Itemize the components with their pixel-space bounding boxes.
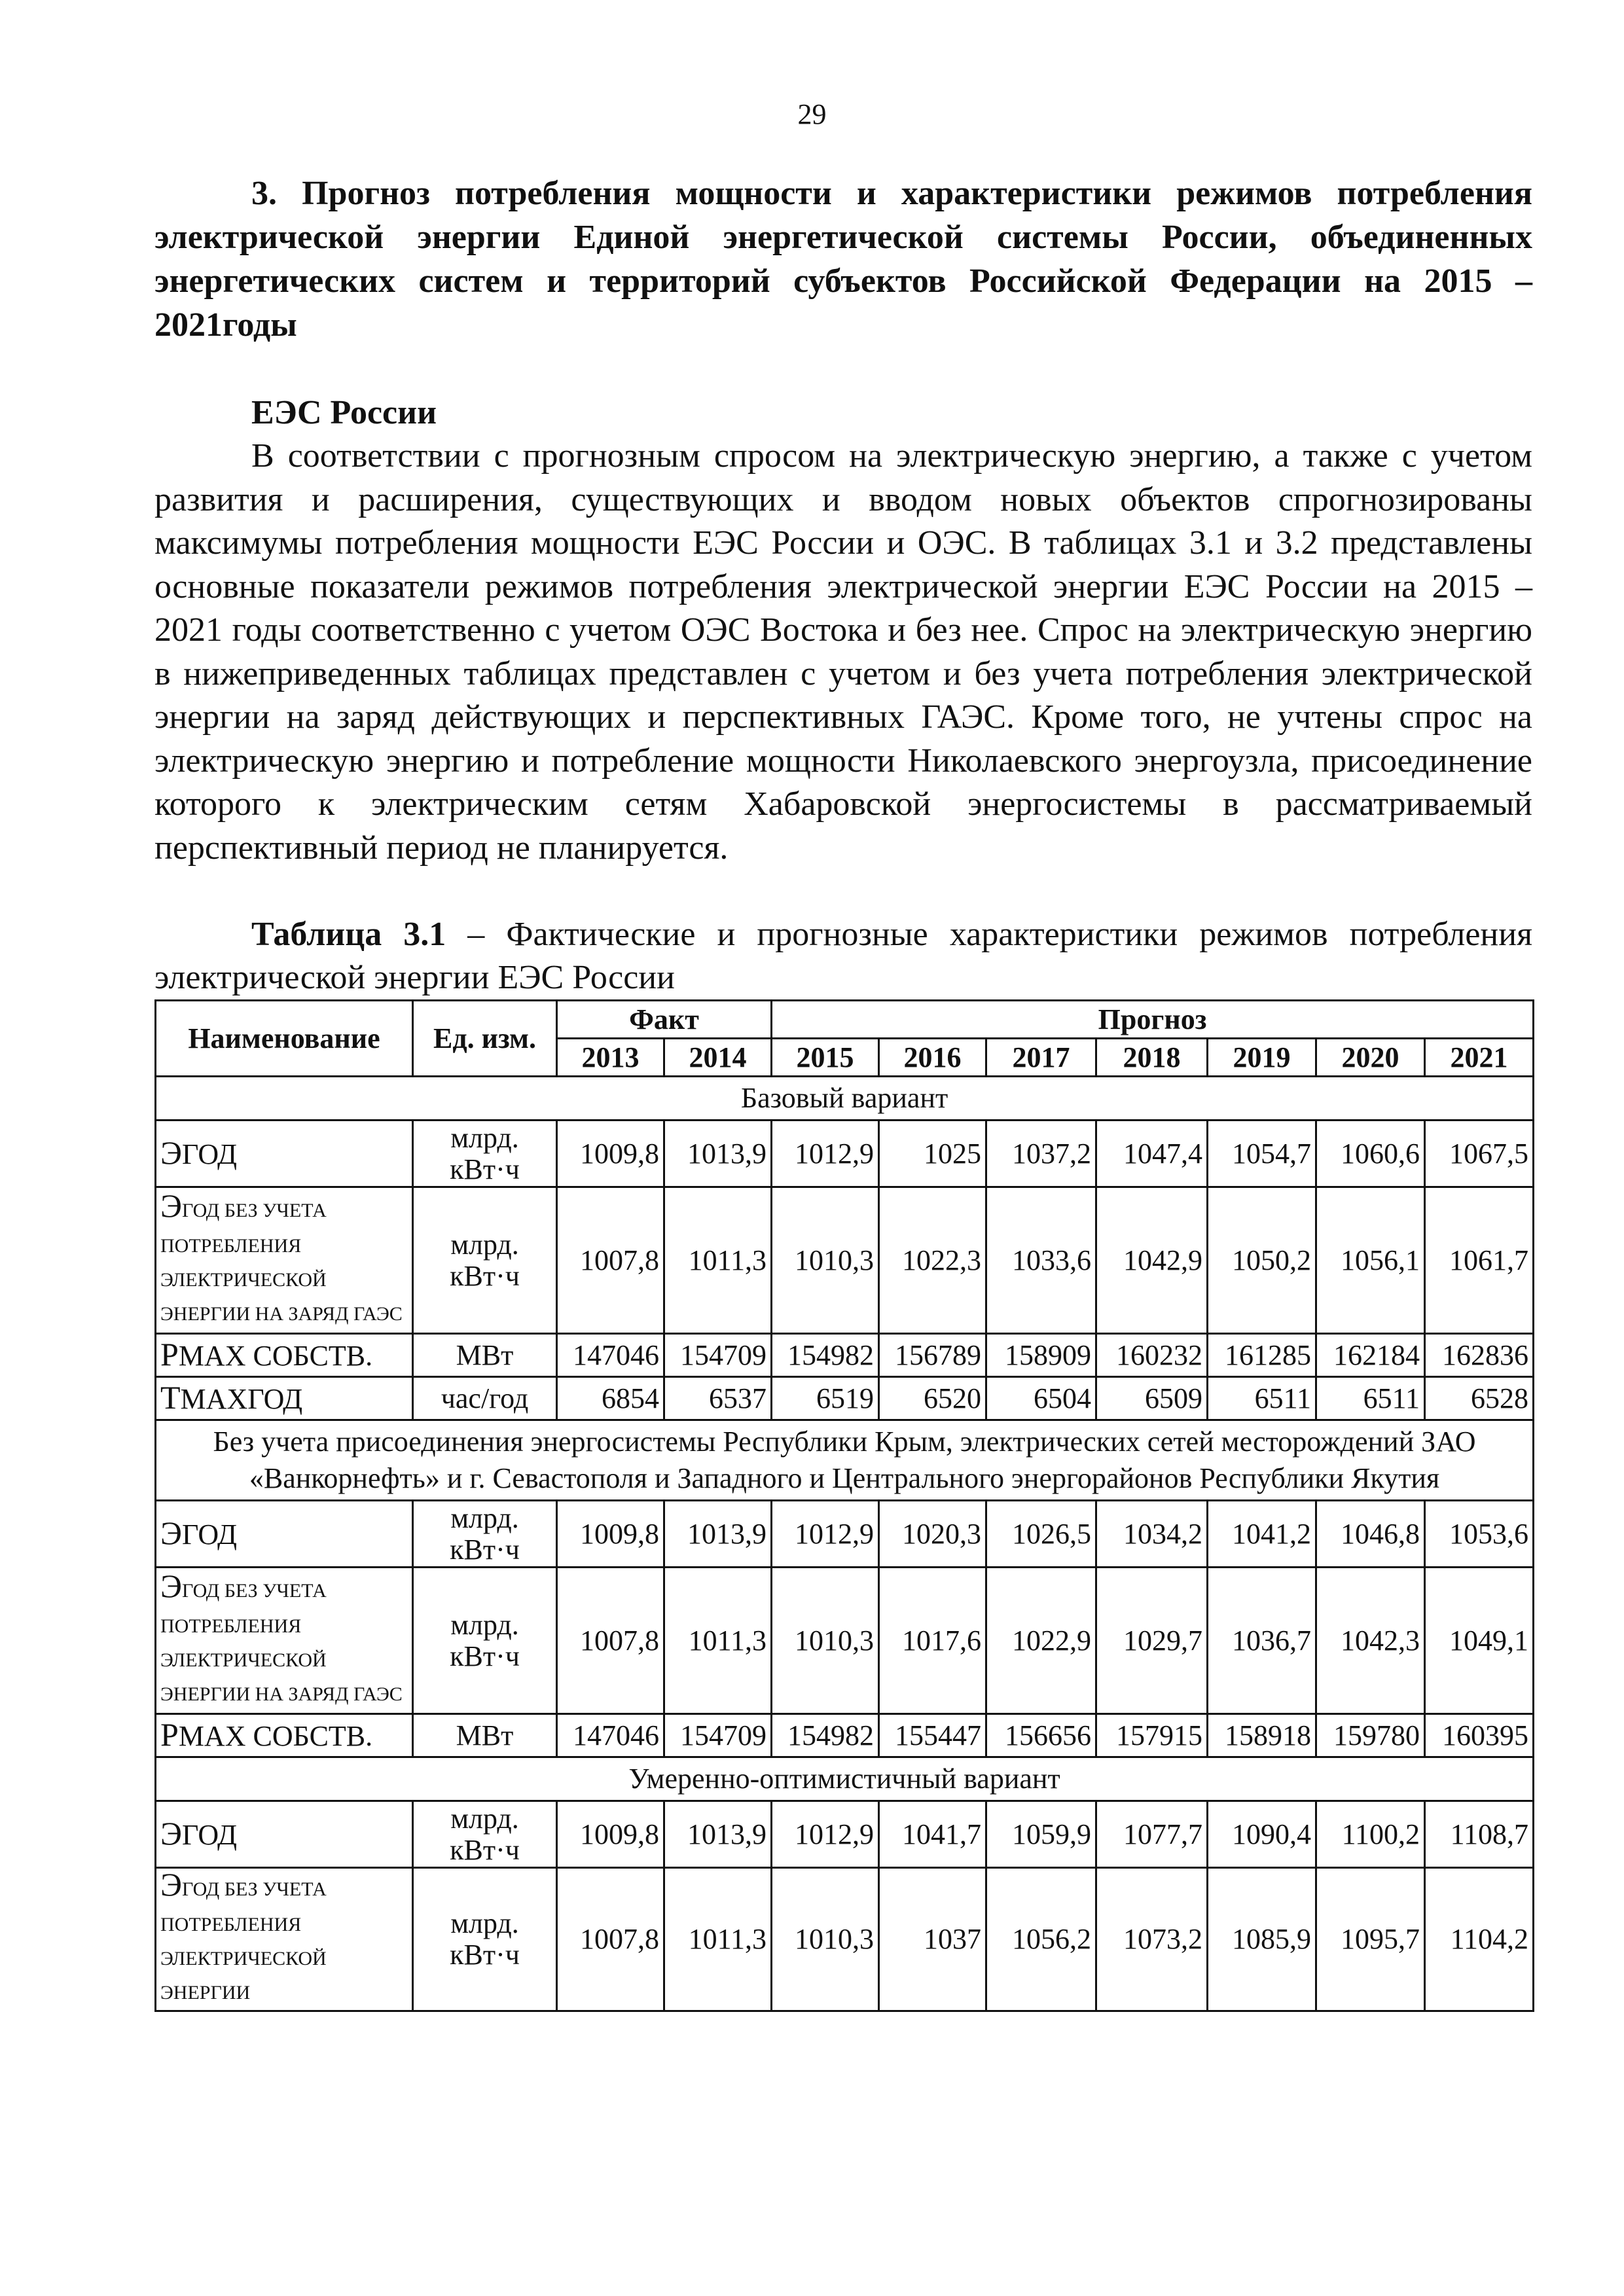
value-cell: 158918 xyxy=(1208,1714,1316,1757)
value-cell: 1011,3 xyxy=(664,1868,772,2011)
value-cell: 1009,8 xyxy=(557,1801,664,1868)
value-cell: 1013,9 xyxy=(664,1801,772,1868)
value-cell: 1049,1 xyxy=(1425,1568,1534,1714)
row-name xyxy=(156,1501,413,1568)
value-cell: 1061,7 xyxy=(1425,1187,1534,1334)
value-cell: 1104,2 xyxy=(1425,1868,1534,2011)
value-cell: 1073,2 xyxy=(1096,1868,1208,2011)
row-name xyxy=(156,1377,413,1420)
value-cell: 1025 xyxy=(879,1121,986,1187)
value-cell: 1037,2 xyxy=(986,1121,1096,1187)
value-cell: 1047,4 xyxy=(1096,1121,1208,1187)
table-row xyxy=(156,1801,1534,1868)
header-year: 2013 xyxy=(557,1039,664,1077)
row-name-extra: ПОТРЕБЛЕНИЯ ЭЛЕКТРИЧЕСКОЙ ЭНЕРГИИ НА ЗАРЯД ГАЭС xyxy=(160,1615,403,1705)
header-fact: Факт xyxy=(557,1001,772,1039)
row-name-label: ГОД БЕЗ УЧЕТА xyxy=(182,1199,327,1221)
table-row xyxy=(156,1868,1534,2011)
row-name-symbol: P xyxy=(160,1716,179,1753)
header-year: 2021 xyxy=(1425,1039,1534,1077)
value-cell: 1050,2 xyxy=(1208,1187,1316,1334)
value-cell: 1022,9 xyxy=(986,1568,1096,1714)
section-title-cell: Базовый вариант xyxy=(156,1077,1534,1121)
value-cell: 1085,9 xyxy=(1208,1868,1316,2011)
row-name xyxy=(156,1714,413,1757)
value-cell: 6509 xyxy=(1096,1377,1208,1420)
value-cell: 1036,7 xyxy=(1208,1568,1316,1714)
row-unit: млрд. кВт·ч xyxy=(413,1568,557,1714)
header-name: Наименование xyxy=(156,1001,413,1077)
value-cell: 1012,9 xyxy=(772,1121,879,1187)
value-cell: 157915 xyxy=(1096,1714,1208,1757)
row-unit: млрд. кВт·ч xyxy=(413,1121,557,1187)
row-name-symbol: Э xyxy=(160,1815,183,1852)
value-cell: 1053,6 xyxy=(1425,1501,1534,1568)
value-cell: 1041,2 xyxy=(1208,1501,1316,1568)
value-cell: 1056,1 xyxy=(1316,1187,1425,1334)
value-cell: 1011,3 xyxy=(664,1568,772,1714)
value-cell: 1095,7 xyxy=(1316,1868,1425,2011)
value-cell: 161285 xyxy=(1208,1334,1316,1377)
value-cell: 160395 xyxy=(1425,1714,1534,1757)
row-name-label: ГОД БЕЗ УЧЕТА xyxy=(182,1878,327,1900)
header-year: 2015 xyxy=(772,1039,879,1077)
value-cell: 156789 xyxy=(879,1334,986,1377)
row-unit: млрд. кВт·ч xyxy=(413,1501,557,1568)
value-cell: 1013,9 xyxy=(664,1121,772,1187)
value-cell: 1026,5 xyxy=(986,1501,1096,1568)
value-cell: 1011,3 xyxy=(664,1187,772,1334)
row-unit: млрд. кВт·ч xyxy=(413,1187,557,1334)
section-title-cell: Умеренно-оптимистичный вариант xyxy=(156,1757,1534,1801)
value-cell: 154982 xyxy=(772,1334,879,1377)
row-name-symbol: Э xyxy=(160,1515,183,1551)
header-year: 2020 xyxy=(1316,1039,1425,1077)
value-cell: 6511 xyxy=(1208,1377,1316,1420)
value-cell: 1090,4 xyxy=(1208,1801,1316,1868)
row-name-symbol: P xyxy=(160,1336,179,1372)
value-cell: 1010,3 xyxy=(772,1568,879,1714)
page-number: 29 xyxy=(797,98,827,130)
table-row xyxy=(156,1377,1534,1420)
row-unit: МВт xyxy=(413,1714,557,1757)
row-name xyxy=(156,1121,413,1187)
value-cell: 6504 xyxy=(986,1377,1096,1420)
value-cell: 1060,6 xyxy=(1316,1121,1425,1187)
value-cell: 1012,9 xyxy=(772,1801,879,1868)
value-cell: 1017,6 xyxy=(879,1568,986,1714)
row-unit: МВт xyxy=(413,1334,557,1377)
row-name-label: ГОД xyxy=(182,1518,237,1551)
row-name-label: ГОД БЕЗ УЧЕТА xyxy=(182,1579,327,1602)
row-name-symbol: Э xyxy=(160,1187,183,1224)
section-title: 3. Прогноз потребления мощности и характеристики режимов потребления электрической энергии Единой энергетической системы России, объединенных энергетических систем и территорий субъектов Российской Федерации на 2015 – 2021годы xyxy=(154,175,1532,344)
value-cell: 154982 xyxy=(772,1714,879,1757)
value-cell: 154709 xyxy=(664,1334,772,1377)
row-name-symbol: Э xyxy=(160,1134,183,1171)
header-forecast: Прогноз xyxy=(772,1001,1534,1039)
header-year: 2017 xyxy=(986,1039,1096,1077)
row-unit: млрд. кВт·ч xyxy=(413,1801,557,1868)
table-row xyxy=(156,1568,1534,1714)
table-caption-label: Таблица 3.1 xyxy=(251,916,446,953)
value-cell: 6519 xyxy=(772,1377,879,1420)
row-name-symbol: Э xyxy=(160,1867,183,1903)
value-cell: 1020,3 xyxy=(879,1501,986,1568)
header-year: 2019 xyxy=(1208,1039,1316,1077)
value-cell: 1007,8 xyxy=(557,1868,664,2011)
value-cell: 1108,7 xyxy=(1425,1801,1534,1868)
value-cell: 6537 xyxy=(664,1377,772,1420)
value-cell: 1034,2 xyxy=(1096,1501,1208,1568)
value-cell: 147046 xyxy=(557,1334,664,1377)
value-cell: 1033,6 xyxy=(986,1187,1096,1334)
value-cell: 1056,2 xyxy=(986,1868,1096,2011)
value-cell: 147046 xyxy=(557,1714,664,1757)
row-name xyxy=(156,1801,413,1868)
section-title-cell: Без учета присоединения энергосистемы Республики Крым, электрических сетей месторождений ЗАО «Ванкорнефть» и г. Севастополя и Западного и Центрального энергорайонов Республики Якутия xyxy=(156,1420,1534,1501)
value-cell: 1042,3 xyxy=(1316,1568,1425,1714)
row-name xyxy=(156,1334,413,1377)
value-cell: 1037 xyxy=(879,1868,986,2011)
row-name-label: ГОД xyxy=(182,1819,237,1851)
row-name-label: ГОД xyxy=(182,1138,237,1170)
value-cell: 154709 xyxy=(664,1714,772,1757)
row-name-symbol: Э xyxy=(160,1567,183,1604)
data-table xyxy=(154,999,1534,2012)
table-row xyxy=(156,1501,1534,1568)
header-year: 2016 xyxy=(879,1039,986,1077)
value-cell: 1009,8 xyxy=(557,1121,664,1187)
value-cell: 1007,8 xyxy=(557,1187,664,1334)
value-cell: 1007,8 xyxy=(557,1568,664,1714)
value-cell: 1013,9 xyxy=(664,1501,772,1568)
value-cell: 160232 xyxy=(1096,1334,1208,1377)
value-cell: 1059,9 xyxy=(986,1801,1096,1868)
value-cell: 1042,9 xyxy=(1096,1187,1208,1334)
body-paragraph: В соответствии с прогнозным спросом на электрическую энергию, а также с учетом развития и расширения, существующих и вводом новых объектов спрогнозированы максимумы потребления мощности ЕЭС России и ОЭС. В таблицах 3.1 и 3.2 представлены основные показатели режимов потребления электрической энергии ЕЭС России на 2015 – 2021 годы соответственно с учетом ОЭС Востока и без нее. Спрос на электрическую энергию в нижеприведенных таблицах представлен с учетом и без учета потребления электрической энергии на заряд действующих и перспективных ГАЭС. Кроме того, не учтены спрос на электрическую энергию и потребление мощности Николаевского энергоузла, присоединение которого к электрическим сетям Хабаровской энергосистемы в рассматриваемый перспективный период не планируется. xyxy=(154,437,1532,867)
table-row xyxy=(156,1187,1534,1334)
value-cell: 162836 xyxy=(1425,1334,1534,1377)
value-cell: 1077,7 xyxy=(1096,1801,1208,1868)
value-cell: 6528 xyxy=(1425,1377,1534,1420)
value-cell: 1100,2 xyxy=(1316,1801,1425,1868)
row-name-label: MAXГОД xyxy=(180,1383,303,1415)
value-cell: 6854 xyxy=(557,1377,664,1420)
header-year: 2014 xyxy=(664,1039,772,1077)
value-cell: 162184 xyxy=(1316,1334,1425,1377)
row-name xyxy=(156,1187,413,1334)
section-row xyxy=(156,1420,1534,1501)
table-row xyxy=(156,1121,1534,1187)
value-cell: 6520 xyxy=(879,1377,986,1420)
value-cell: 1012,9 xyxy=(772,1501,879,1568)
row-name xyxy=(156,1568,413,1714)
row-unit: час/год xyxy=(413,1377,557,1420)
value-cell: 1009,8 xyxy=(557,1501,664,1568)
table-row xyxy=(156,1714,1534,1757)
table-row xyxy=(156,1334,1534,1377)
row-name-extra: ПОТРЕБЛЕНИЯ ЭЛЕКТРИЧЕСКОЙ ЭНЕРГИИ НА ЗАРЯД ГАЭС xyxy=(160,1234,403,1325)
row-unit: млрд. кВт·ч xyxy=(413,1868,557,2011)
row-name-label: MAX СОБСТВ. xyxy=(178,1720,373,1752)
value-cell: 1041,7 xyxy=(879,1801,986,1868)
value-cell: 1010,3 xyxy=(772,1187,879,1334)
row-name xyxy=(156,1868,413,2011)
section-row xyxy=(156,1757,1534,1801)
section-row xyxy=(156,1077,1534,1121)
value-cell: 156656 xyxy=(986,1714,1096,1757)
table-body xyxy=(156,1077,1534,2011)
subheading: ЕЭС России xyxy=(251,394,437,431)
value-cell: 1022,3 xyxy=(879,1187,986,1334)
value-cell: 155447 xyxy=(879,1714,986,1757)
document-body xyxy=(154,171,1532,2012)
header-unit: Ед. изм. xyxy=(413,1001,557,1077)
row-name-label: MAX СОБСТВ. xyxy=(178,1340,373,1372)
table-caption-text: – Фактические и прогнозные характеристики режимов потребления электрической энергии ЕЭС России xyxy=(154,916,1532,996)
value-cell: 1010,3 xyxy=(772,1868,879,2011)
value-cell: 1054,7 xyxy=(1208,1121,1316,1187)
value-cell: 6511 xyxy=(1316,1377,1425,1420)
row-name-extra: ПОТРЕБЛЕНИЯ ЭЛЕКТРИЧЕСКОЙ ЭНЕРГИИ xyxy=(160,1914,327,2003)
row-name-symbol: T xyxy=(160,1379,181,1416)
value-cell: 1046,8 xyxy=(1316,1501,1425,1568)
header-year: 2018 xyxy=(1096,1039,1208,1077)
value-cell: 1067,5 xyxy=(1425,1121,1534,1187)
value-cell: 159780 xyxy=(1316,1714,1425,1757)
table-caption xyxy=(154,913,1532,999)
value-cell: 158909 xyxy=(986,1334,1096,1377)
value-cell: 1029,7 xyxy=(1096,1568,1208,1714)
